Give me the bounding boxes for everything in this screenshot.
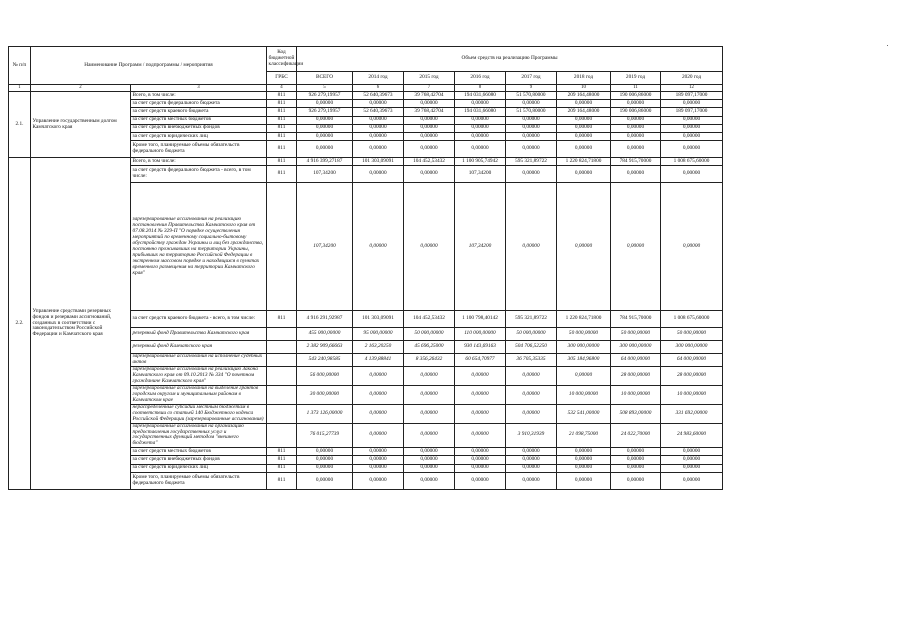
year-value: 0,00000 xyxy=(353,423,404,448)
year-value: 0,00000 xyxy=(557,100,611,108)
year-value: 0,00000 xyxy=(506,166,557,183)
year-value: 190 006,86000 xyxy=(611,108,661,116)
year-value: 110 000,00000 xyxy=(455,328,506,341)
year-value: 39 768,42704 xyxy=(404,108,455,116)
row-label: за счет средств юридических лиц xyxy=(131,132,267,140)
year-value: 52 640,39673 xyxy=(353,108,404,116)
year-value: 51 570,80000 xyxy=(506,108,557,116)
year-value: 0,00000 xyxy=(557,448,611,456)
year-value: 1 008 675,60000 xyxy=(661,311,723,328)
grbs-code xyxy=(267,354,297,367)
header-year: 2020 год xyxy=(661,72,723,85)
grbs-code xyxy=(267,328,297,341)
year-value: 0,00000 xyxy=(353,472,404,489)
year-value: 0,00000 xyxy=(455,456,506,464)
header-year: 2018 год xyxy=(557,72,611,85)
year-value: 104 452,53432 xyxy=(404,311,455,328)
total-value: 107,34200 xyxy=(297,183,353,311)
year-value: 0,00000 xyxy=(404,472,455,489)
year-value: 0,00000 xyxy=(404,456,455,464)
grbs-code: 811 xyxy=(267,158,297,166)
year-value: 0,00000 xyxy=(506,100,557,108)
program-funding-table xyxy=(8,46,723,490)
total-value: 926 279,19957 xyxy=(297,108,353,116)
year-value: 0,00000 xyxy=(353,367,404,386)
grbs-code: 811 xyxy=(267,456,297,464)
year-value: 0,00000 xyxy=(557,456,611,464)
year-value: 0,00000 xyxy=(506,132,557,140)
row-label: за счет средств федерального бюджета xyxy=(131,100,267,108)
year-value: 0,00000 xyxy=(661,141,723,158)
year-value: 45 696,25000 xyxy=(404,341,455,354)
header-year: 2014 год xyxy=(353,72,404,85)
year-value: 0,00000 xyxy=(611,100,661,108)
row-label: Кроме того, планируемые объемы обязательств федерального бюджета xyxy=(131,141,267,158)
row-label: резервный фонд Камчатского края xyxy=(131,341,267,354)
header-year: 2016 год xyxy=(455,72,506,85)
row-label: резервный фонд Правительства Камчатского края xyxy=(131,328,267,341)
column-index: 11 xyxy=(611,85,661,92)
header-code: Код бюджетной классификации xyxy=(267,47,297,72)
year-value: 24 022,70000 xyxy=(611,423,661,448)
total-value: 1 373 126,00000 xyxy=(297,404,353,423)
year-value: 0,00000 xyxy=(506,183,557,311)
year-value: 28 000,00000 xyxy=(611,367,661,386)
year-value: 10 000,00000 xyxy=(611,386,661,405)
year-value: 0,00000 xyxy=(557,183,611,311)
row-label: за счет средств внебюджетных фондов xyxy=(131,124,267,132)
row-label: зарезервированные ассигнования на реализацию Закона Камчатского края от 09.10.2013 № 334 "О почетном гражданине Камчатского края" xyxy=(131,367,267,386)
year-value: 0,00000 xyxy=(404,448,455,456)
year-value: 1 220 824,71800 xyxy=(557,311,611,328)
year-value: 0,00000 xyxy=(353,132,404,140)
year-value: 0,00000 xyxy=(557,132,611,140)
row-number: 2.1. xyxy=(9,92,31,158)
year-value: 0,00000 xyxy=(661,100,723,108)
year-value: 784 915,70000 xyxy=(611,311,661,328)
year-value: 0,00000 xyxy=(611,183,661,311)
year-value: 0,00000 xyxy=(661,183,723,311)
header-volume: Объем средств на реализацию Программы xyxy=(297,47,723,72)
year-value: 0,00000 xyxy=(404,141,455,158)
grbs-code xyxy=(267,367,297,386)
year-value: 10 000,00000 xyxy=(557,386,611,405)
grbs-code xyxy=(267,386,297,405)
year-value: 0,00000 xyxy=(455,386,506,405)
year-value: 0,00000 xyxy=(404,124,455,132)
grbs-code xyxy=(267,183,297,311)
year-value: 300 000,00000 xyxy=(611,341,661,354)
year-value: 1 220 824,71800 xyxy=(557,158,611,166)
column-index: 8 xyxy=(455,85,506,92)
year-value: 0,00000 xyxy=(404,100,455,108)
year-value: 0,00000 xyxy=(353,404,404,423)
column-index: 2 xyxy=(31,85,131,92)
grbs-code: 811 xyxy=(267,116,297,124)
year-value: 39 768,42704 xyxy=(404,92,455,100)
year-value: 0,00000 xyxy=(611,132,661,140)
grbs-code: 811 xyxy=(267,141,297,158)
table-row xyxy=(9,92,723,100)
year-value: 0,00000 xyxy=(455,116,506,124)
year-value: 21 098,75000 xyxy=(557,423,611,448)
year-value: 0,00000 xyxy=(661,124,723,132)
grbs-code: 811 xyxy=(267,108,297,116)
total-value: 4 916 291,92987 xyxy=(297,311,353,328)
year-value: 8 356,26432 xyxy=(404,354,455,367)
year-value: 190 006,86000 xyxy=(611,92,661,100)
year-value: 107,34200 xyxy=(455,183,506,311)
column-index: 12 xyxy=(661,85,723,92)
year-value: 0,00000 xyxy=(611,464,661,472)
grbs-code: 811 xyxy=(267,92,297,100)
column-index: 3 xyxy=(131,85,267,92)
year-value: 0,00000 xyxy=(506,386,557,405)
column-index: 4 xyxy=(267,85,297,92)
total-value: 0,00000 xyxy=(297,448,353,456)
year-value: 3 910,31939 xyxy=(506,423,557,448)
year-value: 0,00000 xyxy=(455,423,506,448)
year-value: 0,00000 xyxy=(557,124,611,132)
column-index: 1 xyxy=(9,85,31,92)
column-index: 5 xyxy=(297,85,353,92)
header-year: 2019 год xyxy=(611,72,661,85)
total-value: 0,00000 xyxy=(297,141,353,158)
grbs-code xyxy=(267,404,297,423)
grbs-code: 811 xyxy=(267,124,297,132)
year-value: 50 000,00000 xyxy=(611,328,661,341)
total-value: 455 000,00000 xyxy=(297,328,353,341)
year-value: 0,00000 xyxy=(611,456,661,464)
total-value: 0,00000 xyxy=(297,100,353,108)
year-value: 209 164,48000 xyxy=(557,92,611,100)
year-value: 0,00000 xyxy=(455,367,506,386)
year-value: 532 541,00000 xyxy=(557,404,611,423)
year-value: 104 452,53432 xyxy=(404,158,455,166)
row-label: Всего, в том числе: xyxy=(131,92,267,100)
year-value: 60 654,70977 xyxy=(455,354,506,367)
year-value: 189 097,17000 xyxy=(661,108,723,116)
year-value: 1 100 905,74942 xyxy=(455,158,506,166)
column-index: 7 xyxy=(404,85,455,92)
year-value: 0,00000 xyxy=(404,464,455,472)
year-value: 508 893,00000 xyxy=(611,404,661,423)
year-value: 0,00000 xyxy=(557,367,611,386)
year-value: 784 915,70000 xyxy=(611,158,661,166)
year-value: 0,00000 xyxy=(455,448,506,456)
year-value: 194 031,66080 xyxy=(455,92,506,100)
year-value: 101 303,09091 xyxy=(353,158,404,166)
year-value: 101 303,09091 xyxy=(353,311,404,328)
year-value: 0,00000 xyxy=(661,132,723,140)
total-value: 56 000,00000 xyxy=(297,367,353,386)
total-value: 0,00000 xyxy=(297,464,353,472)
row-label: за счет средств местных бюджетов xyxy=(131,448,267,456)
year-value: 0,00000 xyxy=(557,472,611,489)
year-value: 2 163,20250 xyxy=(353,341,404,354)
year-value: 0,00000 xyxy=(557,464,611,472)
year-value: 0,00000 xyxy=(404,116,455,124)
year-value: 0,00000 xyxy=(611,448,661,456)
year-value: 1 100 798,40142 xyxy=(455,311,506,328)
year-value: 107,34200 xyxy=(455,166,506,183)
year-value: 194 031,66080 xyxy=(455,108,506,116)
year-value: 0,00000 xyxy=(353,141,404,158)
row-label: за счет средств внебюджетных фондов xyxy=(131,456,267,464)
year-value: 0,00000 xyxy=(661,166,723,183)
year-value: 28 000,00000 xyxy=(661,367,723,386)
year-value: 0,00000 xyxy=(353,386,404,405)
year-value: 0,00000 xyxy=(506,464,557,472)
year-value: 0,00000 xyxy=(661,116,723,124)
year-value: 0,00000 xyxy=(455,141,506,158)
year-value: 930 143,69163 xyxy=(455,341,506,354)
total-value: 2 382 909,66663 xyxy=(297,341,353,354)
row-label: зарезервированные ассигнования на реализацию постановления Правительства Камчатского края от 07.08.2014 № 329-П "О порядке осуществления мероприятий по временному социально-бытовому обустройству граждан Украины и лиц без гражданства, постоянно проживавших на территории Украины, прибывших на территорию Российской Федерации в экстренном массовом порядке и находящихся в пунктах временного размещения на территории Камчатского края" xyxy=(131,183,267,311)
year-value: 0,00000 xyxy=(353,100,404,108)
year-value: 64 000,00000 xyxy=(661,354,723,367)
margin-mark: · xyxy=(886,40,889,50)
grbs-code: 811 xyxy=(267,311,297,328)
year-value: 52 640,39673 xyxy=(353,92,404,100)
year-value: 595 321,89722 xyxy=(506,311,557,328)
year-value: 0,00000 xyxy=(455,100,506,108)
year-value: 0,00000 xyxy=(353,464,404,472)
grbs-code: 811 xyxy=(267,448,297,456)
year-value: 0,00000 xyxy=(557,141,611,158)
header-year: 2017 год xyxy=(506,72,557,85)
row-label: нераспределенные субсидии местным бюджетам в соответствии со статьей 140 Бюджетного кодекса Российской Федерации (зарезервированные ассигнования) xyxy=(131,404,267,423)
row-label: Всего, в том числе: xyxy=(131,158,267,166)
column-index: 10 xyxy=(557,85,611,92)
total-value: 0,00000 xyxy=(297,124,353,132)
year-value: 50 000,00000 xyxy=(661,328,723,341)
header-total: ВСЕГО xyxy=(297,72,353,85)
table-row xyxy=(9,158,723,166)
total-value: 543 240,98585 xyxy=(297,354,353,367)
row-label: за счет средств краевого бюджета - всего, в том числе: xyxy=(131,311,267,328)
total-value: 0,00000 xyxy=(297,116,353,124)
year-value: 0,00000 xyxy=(404,132,455,140)
row-label: зарезервированные ассигнования на исполнение судебных актов xyxy=(131,354,267,367)
header-name: Наименование Программ / подпрограммы / мероприятия xyxy=(31,47,267,85)
year-value: 0,00000 xyxy=(611,141,661,158)
year-value: 0,00000 xyxy=(661,464,723,472)
year-value: 0,00000 xyxy=(611,166,661,183)
grbs-code: 811 xyxy=(267,100,297,108)
year-value: 0,00000 xyxy=(353,448,404,456)
year-value: 0,00000 xyxy=(661,472,723,489)
year-value: 0,00000 xyxy=(506,141,557,158)
program-name: Управление средствами резервных фондов и резервами ассигнований, созданных в соответствии с законодательством Российской Федерации и Камчатского края xyxy=(31,158,131,490)
header-number: № п/п xyxy=(9,47,31,85)
row-label: за счет средств местных бюджетов xyxy=(131,116,267,124)
total-value: 0,00000 xyxy=(297,132,353,140)
year-value: 50 000,00000 xyxy=(404,328,455,341)
row-label: зарезервированные ассигнования на организацию предоставления государственных услуг и государственных функций методом "внешнего бюджета" xyxy=(131,423,267,448)
header-grbs: ГРБС xyxy=(267,72,297,85)
column-index: 9 xyxy=(506,85,557,92)
grbs-code xyxy=(267,423,297,448)
year-value: 0,00000 xyxy=(455,132,506,140)
year-value: 0,00000 xyxy=(557,166,611,183)
year-value: 95 000,00000 xyxy=(353,328,404,341)
year-value: 0,00000 xyxy=(506,472,557,489)
row-label: за счет средств краевого бюджета xyxy=(131,108,267,116)
year-value: 0,00000 xyxy=(404,386,455,405)
year-value: 50 000,00000 xyxy=(506,328,557,341)
row-label: за счет средств федерального бюджета - всего, в том числе: xyxy=(131,166,267,183)
year-value: 10 000,00000 xyxy=(661,386,723,405)
grbs-code: 811 xyxy=(267,472,297,489)
total-value: 30 000,00000 xyxy=(297,386,353,405)
row-label: за счет средств юридических лиц xyxy=(131,464,267,472)
year-value: 1 008 675,60000 xyxy=(661,158,723,166)
year-value: 0,00000 xyxy=(506,367,557,386)
column-index-row xyxy=(9,85,723,92)
row-label: зарезервированные ассигнования на выделение грантов городским округам и муниципальным районам в Камчатском крае xyxy=(131,386,267,405)
year-value: 209 164,48000 xyxy=(557,108,611,116)
year-value: 300 000,00000 xyxy=(557,341,611,354)
year-value: 24 983,60000 xyxy=(661,423,723,448)
year-value: 0,00000 xyxy=(353,116,404,124)
year-value: 0,00000 xyxy=(353,456,404,464)
year-value: 0,00000 xyxy=(455,404,506,423)
year-value: 51 570,80000 xyxy=(506,92,557,100)
year-value: 4 139,88841 xyxy=(353,354,404,367)
year-value: 0,00000 xyxy=(455,472,506,489)
year-value: 331 692,00000 xyxy=(661,404,723,423)
total-value: 0,00000 xyxy=(297,472,353,489)
year-value: 0,00000 xyxy=(353,166,404,183)
total-value: 4 916 399,27187 xyxy=(297,158,353,166)
program-name: Управление государственным долгом Камчатского края xyxy=(31,92,131,158)
grbs-code xyxy=(267,341,297,354)
grbs-code: 811 xyxy=(267,132,297,140)
year-value: 0,00000 xyxy=(404,404,455,423)
year-value: 0,00000 xyxy=(611,124,661,132)
year-value: 305 184,96800 xyxy=(557,354,611,367)
year-value: 595 321,89722 xyxy=(506,158,557,166)
year-value: 504 706,52250 xyxy=(506,341,557,354)
year-value: 0,00000 xyxy=(661,448,723,456)
year-value: 64 000,00000 xyxy=(611,354,661,367)
year-value: 0,00000 xyxy=(611,472,661,489)
year-value: 0,00000 xyxy=(455,464,506,472)
total-value: 0,00000 xyxy=(297,456,353,464)
year-value: 189 097,17000 xyxy=(661,92,723,100)
year-value: 0,00000 xyxy=(455,124,506,132)
grbs-code: 811 xyxy=(267,464,297,472)
year-value: 0,00000 xyxy=(404,166,455,183)
header-year: 2015 год xyxy=(404,72,455,85)
grbs-code: 811 xyxy=(267,166,297,183)
total-value: 107,34200 xyxy=(297,166,353,183)
year-value: 0,00000 xyxy=(404,423,455,448)
year-value: 50 000,00000 xyxy=(557,328,611,341)
year-value: 0,00000 xyxy=(557,116,611,124)
column-index: 6 xyxy=(353,85,404,92)
year-value: 0,00000 xyxy=(353,124,404,132)
year-value: 0,00000 xyxy=(404,183,455,311)
total-value: 76 015,27739 xyxy=(297,423,353,448)
row-number: 2.2. xyxy=(9,158,31,490)
year-value: 36 705,35335 xyxy=(506,354,557,367)
year-value: 0,00000 xyxy=(404,367,455,386)
year-value: 0,00000 xyxy=(506,116,557,124)
year-value: 0,00000 xyxy=(506,404,557,423)
row-label: Кроме того, планируемые объемы обязательств федерального бюджета xyxy=(131,472,267,489)
year-value: 0,00000 xyxy=(506,124,557,132)
total-value: 926 279,19957 xyxy=(297,92,353,100)
year-value: 0,00000 xyxy=(506,448,557,456)
year-value: 0,00000 xyxy=(506,456,557,464)
year-value: 0,00000 xyxy=(661,456,723,464)
year-value: 0,00000 xyxy=(611,116,661,124)
year-value: 0,00000 xyxy=(353,183,404,311)
year-value: 300 000,00000 xyxy=(661,341,723,354)
